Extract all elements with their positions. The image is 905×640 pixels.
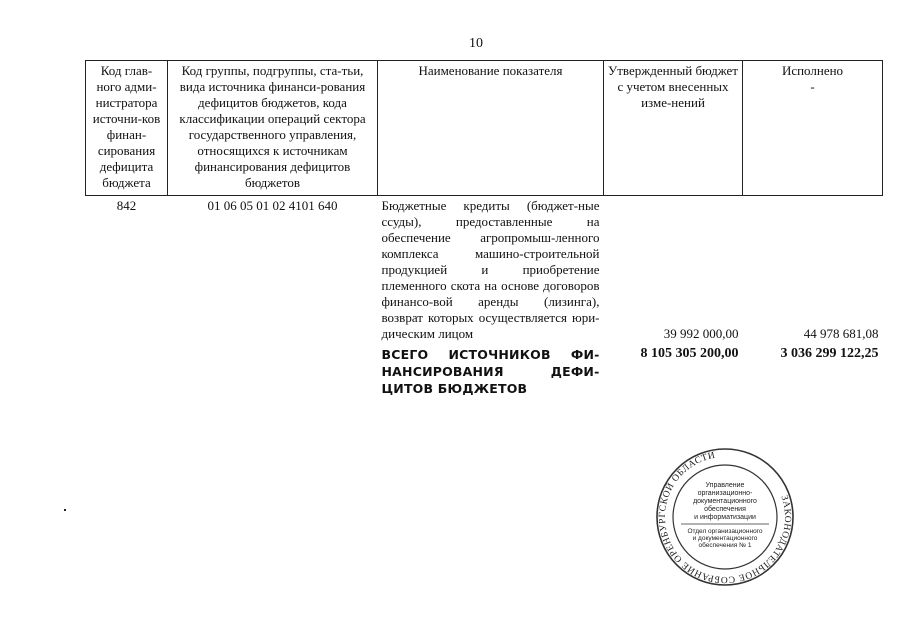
stamp-line: организационно- [697,490,753,497]
header-executed-label: Исполнено [781,63,844,78]
stamp-line: обеспечения [704,506,746,513]
table-row [86,196,883,345]
cell-indicator-name: Бюджетные кредиты (бюджет-ные ссуды), предоставленные на обеспечение агропромыш-ленного комплекса машино-строительной продукцией и приобретение племенного скота на основе договоров финансо-вой аренды (лизинга), возврат которых осуществляется юри-дическим лицом [381,198,600,341]
stray-dot [64,509,66,511]
stamp-line: и документационного [692,535,758,542]
header-group-code: Код группы, подгруппы, ста-тьи, вида источника финанси-рования дефицитов бюджетов, кода классификации операций сектора государственного управления, относящихся к источникам финансирования дефицитов бюджетов [168,61,378,196]
cell-group-code: 01 06 05 01 02 4101 640 [207,198,338,213]
cell-admin-code: 842 [116,198,137,213]
total-empty-code [168,344,378,399]
stamp-line: документационного [693,498,757,505]
header-executed [743,61,883,196]
cell-executed: 44 978 681,08 [803,326,879,341]
header-admin-code: Код глав-ного адми-нистратора источни-ков финан-сирования дефицита бюджета [86,61,168,196]
total-approved-budget: 8 105 305 200,00 [640,346,739,361]
official-stamp [655,447,795,587]
total-row [86,344,883,399]
cell-approved-budget: 39 992 000,00 [663,326,739,341]
stamp-line: Отдел организационного [687,528,763,535]
header-approved-budget: Утвержденный бюджет с учетом внесенных изме-нений [604,61,743,196]
stamp-line: и информатизации [694,514,756,521]
table-header-row [86,61,883,196]
stamp-ring-text: ЗАКОНОДАТЕЛЬНОЕ СОБРАНИЕ ОРЕНБУРГСКОЙ ОБЛАСТИ [657,450,793,585]
budget-sources-table [85,60,883,399]
stamp-line: обеспечения № 1 [698,542,752,549]
stamp-line: Управление [705,482,745,489]
total-empty-admin [86,344,168,399]
header-executed-dash: - [810,79,815,94]
total-label: ВСЕГО ИСТОЧНИКОВ ФИ-НАНСИРОВАНИЯ ДЕФИ-ЦИТОВ БЮДЖЕТОВ [381,347,600,396]
page-number: 10 [469,36,483,51]
header-indicator-name: Наименование показателя [378,61,604,196]
total-executed: 3 036 299 122,25 [780,346,879,361]
